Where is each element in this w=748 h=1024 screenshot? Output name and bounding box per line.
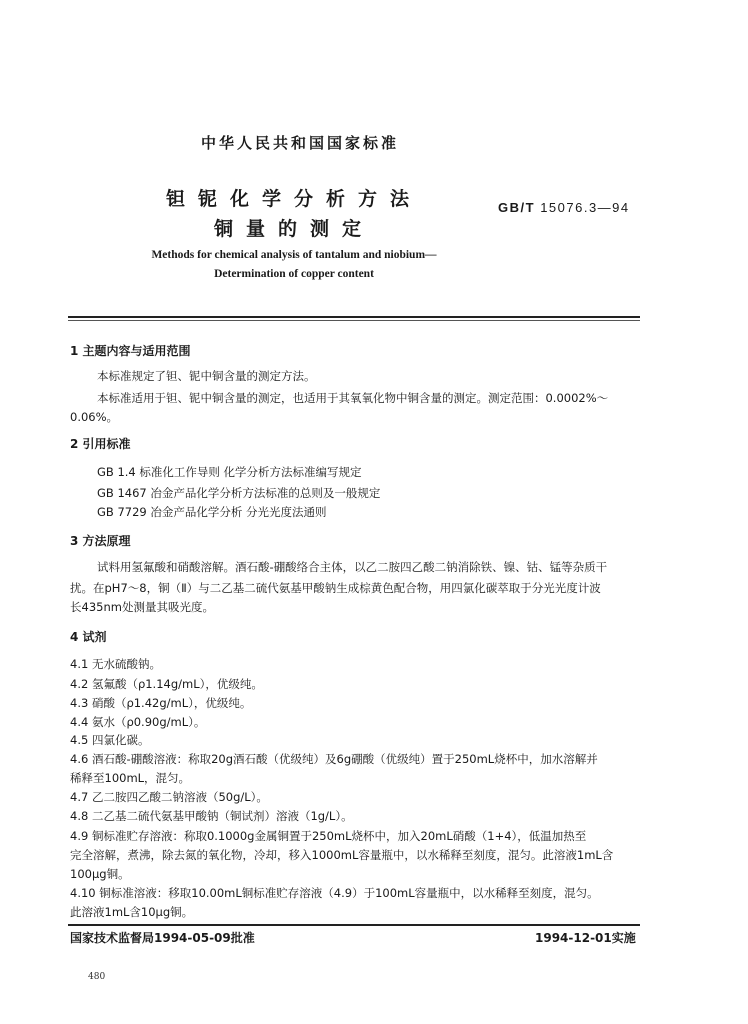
section-2-heading: 2 引用标准	[70, 437, 131, 451]
reagent-item: 4.6 酒石酸-硼酸溶液：称取20g酒石酸（优级纯）及6g硼酸（优级纯）置于250mL烧杯中，加水溶解并	[70, 752, 598, 766]
section-1-paragraph-2-cont: 0.06%。	[70, 410, 119, 424]
section-3-heading: 3 方法原理	[70, 534, 131, 548]
reagent-item: 4.10 铜标准溶液：移取10.00mL铜标准贮存溶液（4.9）于100mL容量瓶中，以水稀释至刻度，混匀。	[70, 886, 599, 900]
section-1-paragraph-1: 本标准规定了钽、铌中铜含量的测定方法。	[97, 369, 316, 383]
reagent-item-cont: 100μg铜。	[70, 867, 130, 881]
reagent-item-cont: 完全溶解，煮沸，除去氮的氧化物，冷却，移入1000mL容量瓶中，以水稀释至刻度，混匀。此溶液1mL含	[70, 848, 614, 862]
reagent-item: 4.1 无水硫酸钠。	[70, 657, 161, 671]
standard-title-line1: 钽铌化学分析方法	[165, 188, 422, 210]
section-1-heading: 1 主题内容与适用范围	[70, 344, 191, 358]
page-number: 480	[88, 972, 106, 982]
header-divider-thin	[68, 320, 640, 321]
english-title-line2: Determination of copper content	[214, 268, 374, 280]
reference-item: GB 1467 冶金产品化学分析方法标准的总则及一般规定	[97, 486, 381, 500]
reagent-item-cont: 稀释至100mL，混匀。	[70, 771, 191, 785]
reagent-item: 4.9 铜标准贮存溶液：称取0.1000g金属铜置于250mL烧杯中，加入20mL硝酸（1+4），低温加热至	[70, 829, 587, 843]
section-3-paragraph-line2: 扰。在pH7～8，铜（Ⅱ）与二乙基二硫代氨基甲酸钠生成棕黄色配合物，用四氯化碳萃取于分光光度计波	[70, 581, 601, 595]
national-standard-title: 中华人民共和国国家标准	[200, 134, 399, 152]
reagent-item: 4.4 氨水（ρ0.90g/mL）。	[70, 715, 206, 729]
reagent-item: 4.5 四氯化碳。	[70, 733, 150, 747]
section-3-paragraph-line1: 试料用氢氟酸和硝酸溶解。酒石酸-硼酸络合主体，以乙二胺四乙酸二钠消除铁、镍、钴、锰等杂质干	[97, 560, 608, 574]
standard-code	[498, 200, 630, 215]
english-title-line1: Methods for chemical analysis of tantalum and niobium—	[151, 249, 437, 261]
standard-title-line2: 铜量的测定	[213, 218, 374, 240]
section-3-paragraph-line3: 长435nm处测量其吸光度。	[70, 600, 214, 614]
reagent-item: 4.8 二乙基二硫代氨基甲酸钠（铜试剂）溶液（1g/L）。	[70, 809, 353, 823]
footer-divider	[68, 924, 640, 926]
reference-item: GB 1.4 标准化工作导则 化学分析方法标准编写规定	[97, 465, 362, 479]
reagent-item: 4.2 氢氟酸（ρ1.14g/mL），优级纯。	[70, 677, 263, 691]
reference-item: GB 7729 冶金产品化学分析 分光光度法通则	[97, 505, 327, 519]
reagent-item: 4.3 硝酸（ρ1.42g/mL），优级纯。	[70, 696, 252, 710]
section-4-heading: 4 试剂	[70, 630, 107, 644]
reagent-item: 4.7 乙二胺四乙酸二钠溶液（50g/L）。	[70, 790, 268, 804]
header-divider	[68, 316, 640, 318]
standard-code-prefix: GB/T	[498, 200, 536, 215]
approval-date: 国家技术监督局1994-05-09批准	[70, 931, 255, 945]
implementation-date: 1994-12-01实施	[535, 931, 636, 945]
section-1-paragraph-2: 本标准适用于钽、铌中铜含量的测定，也适用于其氧氧化物中铜含量的测定。测定范围：0.0002%～	[97, 391, 609, 405]
standard-code-number: 15076.3—94	[540, 200, 630, 215]
reagent-item-cont: 此溶液1mL含10μg铜。	[70, 905, 194, 919]
